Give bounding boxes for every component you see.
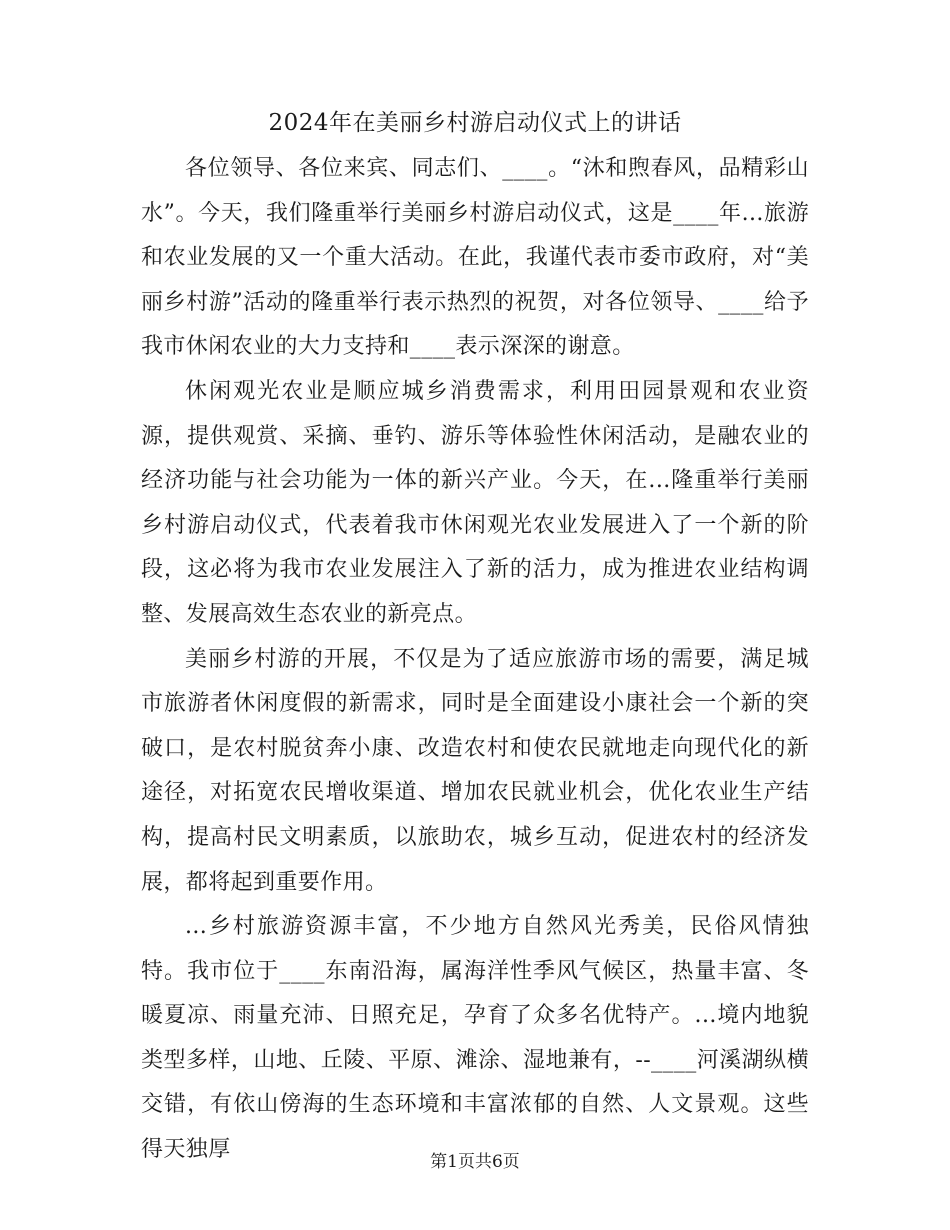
paragraph-3: 美丽乡村游的开展，不仅是为了适应旅游市场的需要，满足城市旅游者休闲度假的新需求，同时是全面建设小康社会一个新的突破口，是农村脱贫奔小康、改造农村和使农民就地走向现代化的新途径，对拓宽农民增收渠道、增加农民就业机会，优化农业生产结构，提高村民文明素质，以旅助农，城乡互动，促进农村的经济发展，都将起到重要作用。 <box>141 646 809 895</box>
document-title: 2024年在美丽乡村游启动仪式上的讲话 <box>268 110 682 136</box>
paragraph-2: 休闲观光农业是顺应城乡消费需求，利用田园景观和农业资源，提供观赏、采摘、垂钓、游乐等体验性休闲活动，是融农业的经济功能与社会功能为一体的新兴产业。今天，在...隆重举行美丽乡村游启动仪式，代表着我市休闲观光农业发展进入了一个新的阶段，这必将为我市农业发展注入了新的活力，成为推进农业结构调整、发展高效生态农业的新亮点。 <box>141 378 809 627</box>
document-body <box>141 147 809 1173</box>
paragraph-4: ...乡村旅游资源丰富，不少地方自然风光秀美，民俗风情独特。我市位于____东南沿海，属海洋性季风气候区，热量丰富、冬暖夏凉、雨量充沛、日照充足，孕育了众多名优特产。...境内地貌类型多样，山地、丘陵、平原、滩涂、湿地兼有，--____河溪湖纵横交错，有依山傍海的生态环境和丰富浓郁的自然、人文景观。这些得天独厚 <box>141 914 809 1163</box>
paragraph-1: 各位领导、各位来宾、同志们、____。“沐和煦春风，品精彩山水”。今天，我们隆重举行美丽乡村游启动仪式，这是____年...旅游和农业发展的又一个重大活动。在此，我谨代表市委市政府，对“美丽乡村游”活动的隆重举行表示热烈的祝贺，对各位领导、____给予我市休闲农业的大力支持和____表示深深的谢意。 <box>141 156 809 360</box>
page-footer: 第1页共6页 <box>430 1152 520 1172</box>
